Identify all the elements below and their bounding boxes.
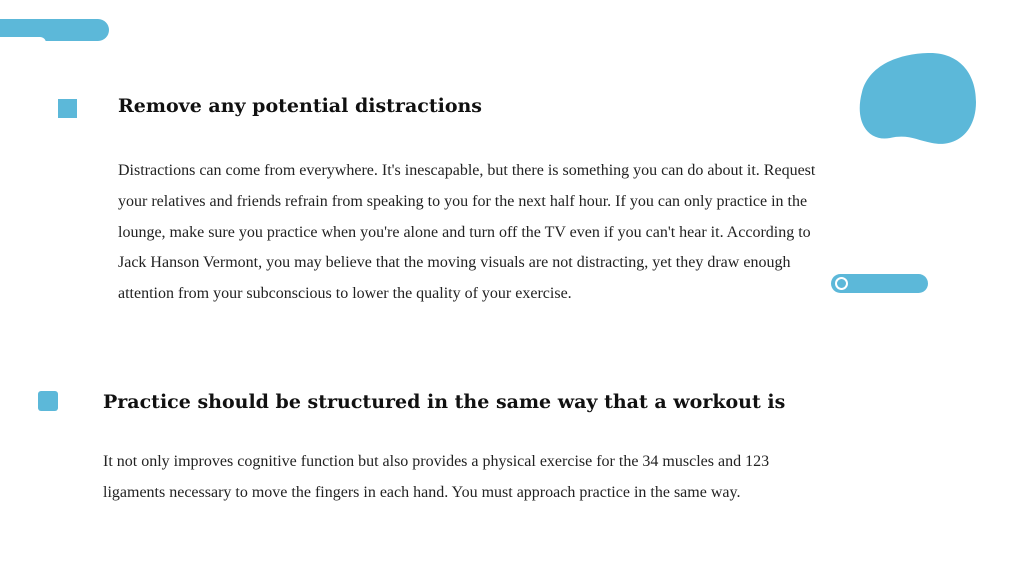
- pill-dot-icon: [835, 277, 848, 290]
- section-2-marker: [38, 391, 58, 411]
- blob-path: [860, 53, 976, 144]
- decorative-blob-shape: [850, 50, 980, 150]
- top-left-bar-notch: [0, 37, 46, 43]
- section-1-heading: Remove any potential distractions: [118, 95, 482, 117]
- section-2-heading: Practice should be structured in the same way that a workout is: [103, 391, 786, 413]
- section-1-marker: [58, 99, 77, 118]
- section-1-body: Distractions can come from everywhere. It's inescapable, but there is something you can do about it. Request your relatives and friends refrain from speaking to you for the next half hour. If you can only practice in the lounge, make sure you practice when you're alone and turn off the TV even if you can't hear it. According to Jack Hanson Vermont, you may believe that the moving visuals are not distracting, yet they draw enough attention from your subconscious to lower the quality of your exercise.: [118, 162, 816, 303]
- right-decorative-pill: [831, 274, 928, 293]
- section-2-body: It not only improves cognitive function but also provides a physical exercise for the 34 muscles and 123 ligaments necessary to move the fingers in each hand. You must approach practice in the same way.: [103, 453, 770, 501]
